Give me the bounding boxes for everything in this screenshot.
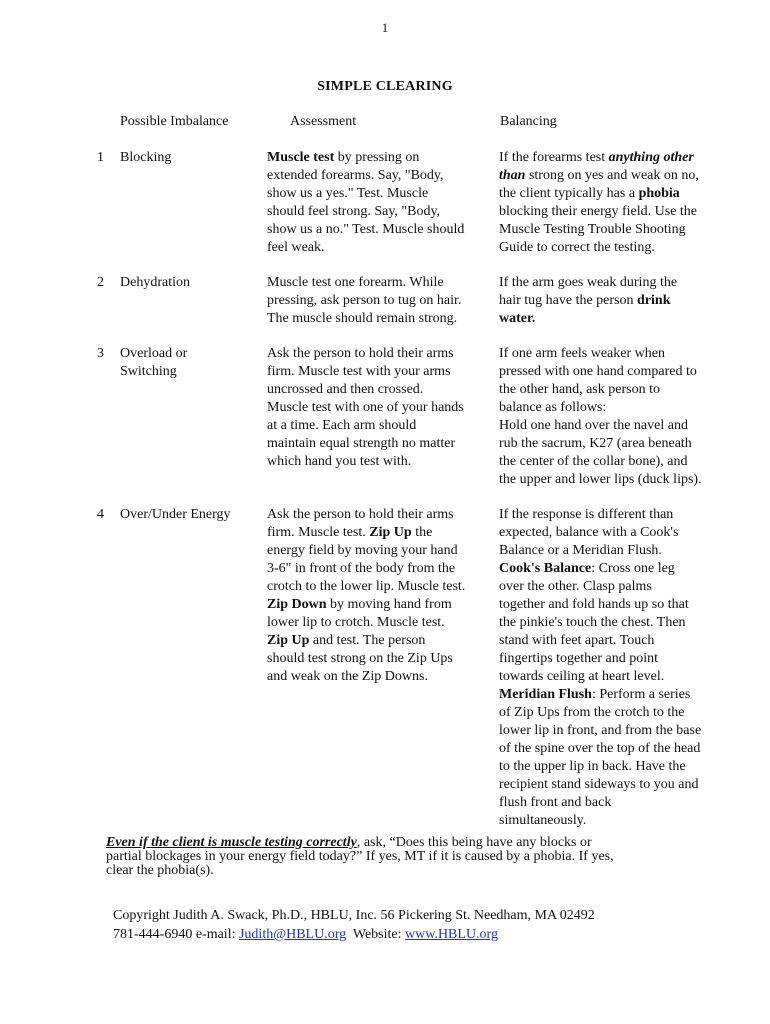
text-line: lower lip to crotch. Muscle test. [267,615,445,630]
text-line: should feel strong. Say, "Body, [267,204,441,219]
balancing-cell [499,345,727,489]
imbalance-cell: Blocking [120,150,172,165]
text-line: the upper and lower lips (duck lips). [499,472,702,487]
text-line: water. [499,311,536,326]
text-line: which hand you test with. [267,454,412,469]
text-line: clear the phobia(s). [106,863,214,878]
text-line: Zip Up and test. The person [267,633,426,648]
row-number: 3 [97,346,104,361]
row-number: 1 [97,150,104,165]
text-line: Hold one hand over the navel and [499,418,688,433]
text-line: crotch to the lower lip. Muscle test. [267,579,466,594]
contact-line: 781-444-6940 e-mail: Judith@HBLU.org Website: www.HBLU.org [113,927,498,942]
assessment-cell [267,345,489,471]
text-line: partial blockages in your energy field today?” If yes, MT if it is caused by a phobia. If yes, [106,849,614,864]
text-line: simultaneously. [499,813,587,828]
text-line: Muscle test one forearm. While [267,275,444,290]
text-line: balance as follows: [499,400,607,415]
text-line: Balance or a Meridian Flush. [499,543,662,558]
text-line: Ask the person to hold their arms [267,346,454,361]
text-line: at a time. Each arm should [267,418,417,433]
text-line: the center of the collar bone), and [499,454,688,469]
assessment-cell [267,506,489,686]
text-line: the client typically has a phobia [499,186,680,201]
text-line: Muscle Testing Trouble Shooting [499,222,686,237]
website-link[interactable]: www.HBLU.org [405,927,498,942]
text-line: If the forearms test anything other [499,150,694,165]
text-line: If the response is different than [499,507,674,522]
text-line: firm. Muscle test with your arms [267,364,451,379]
text-line: the other hand, ask person to [499,382,660,397]
copyright-block [113,906,713,944]
text-line: recipient stand sideways to you and [499,777,699,792]
text-line: pressed with one hand compared to [499,364,697,379]
balancing-cell [499,274,727,328]
text-line: Guide to correct the testing. [499,240,655,255]
closing-note [106,836,676,878]
header-balancing: Balancing [500,114,557,129]
text-line: firm. Muscle test. Zip Up the [267,525,433,540]
text-line: pressing, ask person to tug on hair. [267,293,462,308]
text-line: the pinkie's touch the chest. Then [499,615,686,630]
page-number: 1 [381,20,389,35]
text-line: Overload or [120,346,188,361]
row-number: 4 [97,507,104,522]
text-line: over the other. Clasp palms [499,579,652,594]
assessment-cell [267,274,489,328]
text-line: Switching [120,364,177,379]
text-line: rub the sacrum, K27 (area beneath [499,436,692,451]
text-line: hair tug have the person drink [499,293,671,308]
email-link[interactable]: Judith@HBLU.org [238,927,347,942]
text-line: maintain equal strength no matter [267,436,456,451]
text-line: blocking their energy field. Use the [499,204,698,219]
text-line: stand with feet apart. Touch [499,633,655,648]
text-line: should test strong on the Zip Ups [267,651,453,666]
assessment-cell [267,149,489,257]
header-assessment: Assessment [290,114,357,129]
copyright-line: Copyright Judith A. Swack, Ph.D., HBLU, Inc. 56 Pickering St. Needham, MA 02492 [113,908,595,923]
text-line: Ask the person to hold their arms [267,507,454,522]
text-line: to the upper lip in back. Have the [499,759,686,774]
imbalance-cell [120,345,260,381]
imbalance-cell: Dehydration [120,275,190,290]
text-line: Cook's Balance: Cross one leg [499,561,675,576]
text-line: of the spine over the top of the head [499,741,701,756]
text-line: of Zip Ups from the crotch to the [499,705,685,720]
text-line: together and fold hands up so that [499,597,689,612]
header-possible-imbalance: Possible Imbalance [120,114,229,129]
text-line: Even if the client is muscle testing correctly, ask, “Does this being have any blocks or [106,835,592,850]
text-line: If the arm goes weak during the [499,275,678,290]
text-line: extended forearms. Say, "Body, [267,168,444,183]
text-line: expected, balance with a Cook's [499,525,679,540]
text-line: If one arm feels weaker when [499,346,665,361]
text-line: Meridian Flush: Perform a series [499,687,691,702]
text-line: show us a yes." Test. Muscle [267,186,429,201]
balancing-cell [499,506,727,830]
text-line: than strong on yes and weak on no, [499,168,699,183]
text-line: and weak on the Zip Downs. [267,669,428,684]
row-number: 2 [97,275,104,290]
text-line: show us a no." Test. Muscle should [267,222,465,237]
text-line: Muscle test with one of your hands [267,400,464,415]
balancing-cell [499,149,727,257]
text-line: 3-6" in front of the body from the [267,561,456,576]
text-line: flush front and back [499,795,612,810]
text-line: lower lip in front, and from the base [499,723,702,738]
text-line: energy field by moving your hand [267,543,458,558]
text-line: fingertips together and point [499,651,659,666]
text-line: The muscle should remain strong. [267,311,458,326]
imbalance-cell: Over/Under Energy [120,507,231,522]
text-line: Muscle test by pressing on [267,150,420,165]
note-emphasis: Even if the client is muscle testing correctly [106,835,357,850]
text-line: feel weak. [267,240,325,255]
document-title: SIMPLE CLEARING [317,79,453,94]
text-line: Zip Down by moving hand from [267,597,452,612]
text-line: towards ceiling at heart level. [499,669,665,684]
text-line: uncrossed and then crossed. [267,382,424,397]
